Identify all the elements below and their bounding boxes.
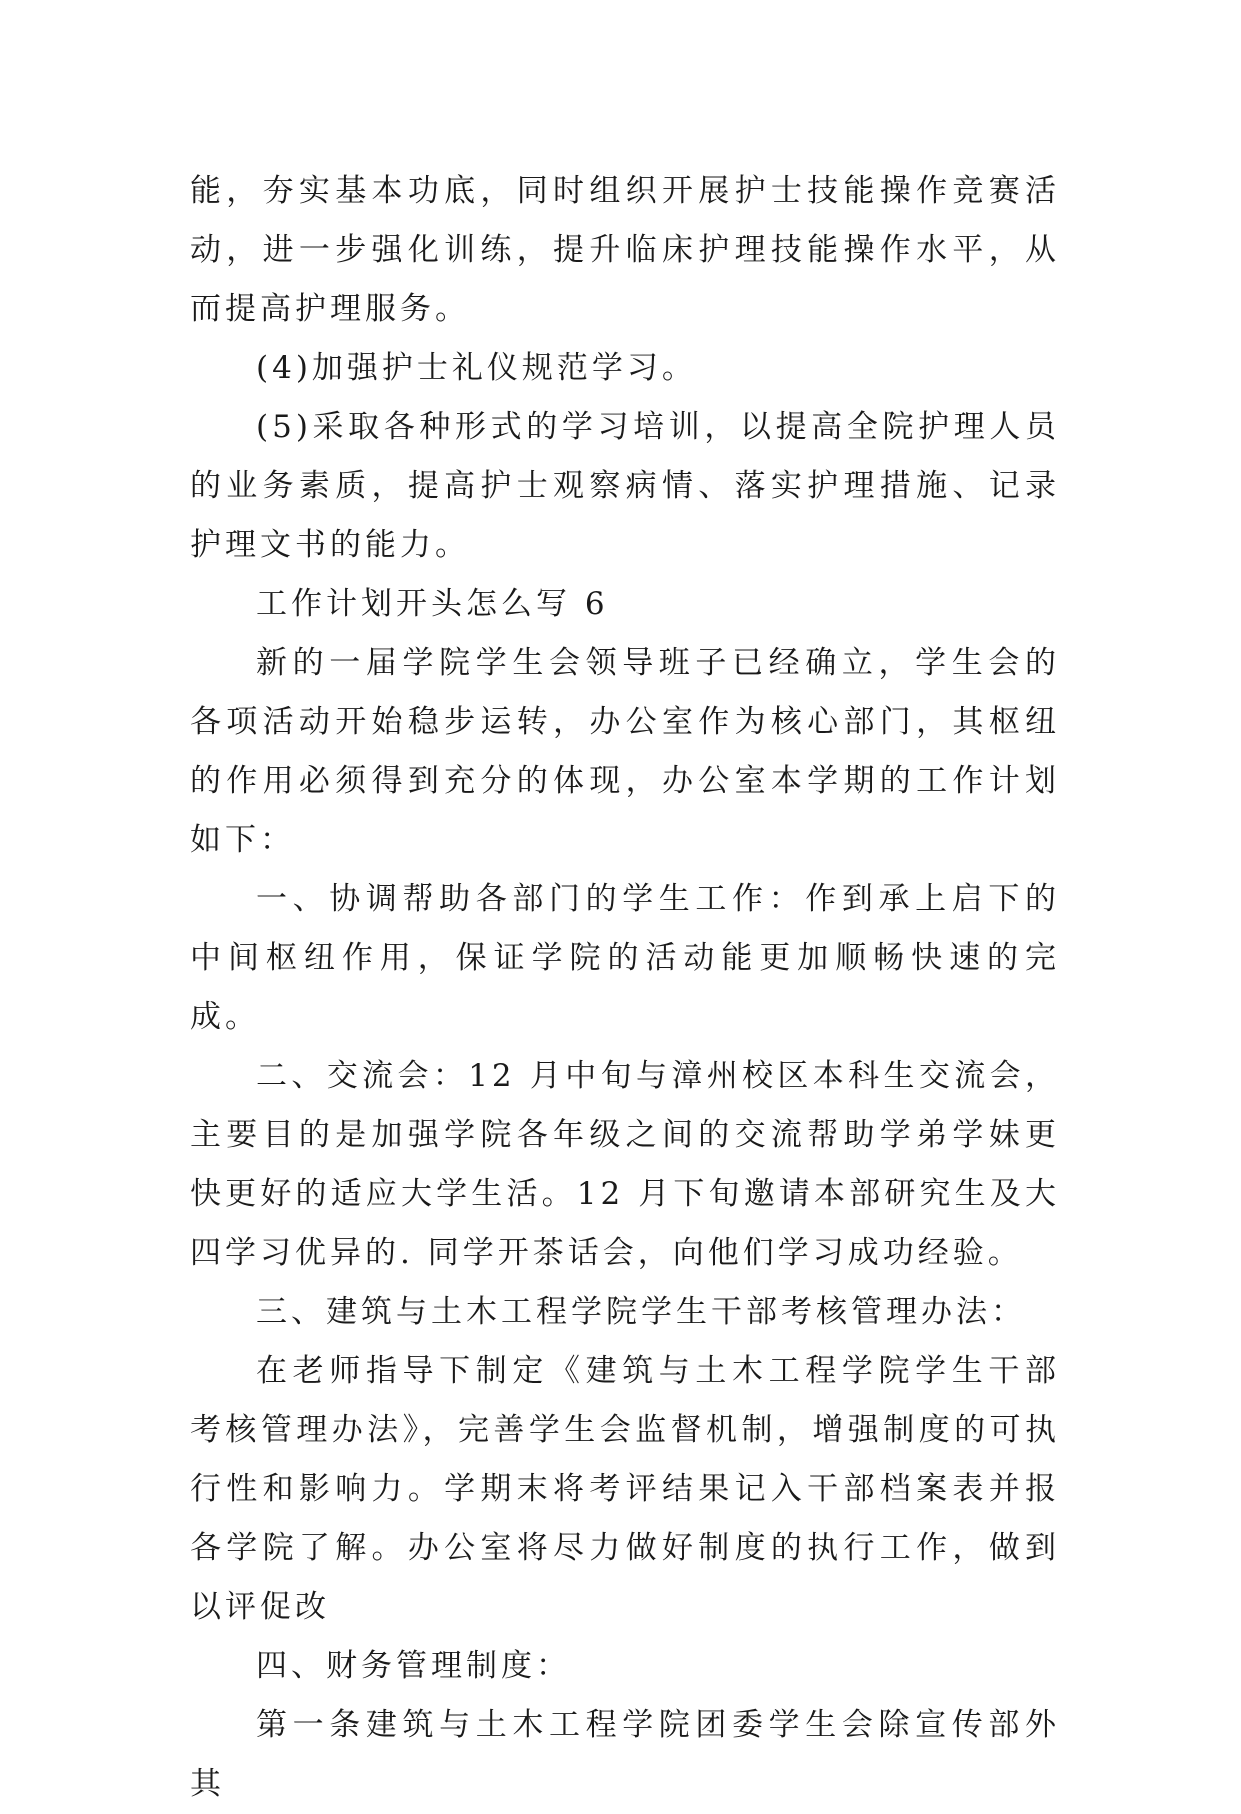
paragraph: 新的一届学院学生会领导班子已经确立，学生会的各项活动开始稳步运转，办公室作为核心部门，其枢纽的作用必须得到充分的体现，办公室本学期的工作计划如下：	[190, 645, 1060, 858]
paragraph: 二、交流会：12 月中旬与漳州校区本科生交流会，主要目的是加强学院各年级之间的交流帮助学弟学妹更快更好的适应大学生活。12 月下旬邀请本部研究生及大四学习优异的. 同学开茶话会，向他们学习成功经验。	[190, 1058, 1060, 1271]
paragraph: 能，夯实基本功底，同时组织开展护士技能操作竞赛活动，进一步强化训练，提升临床护理技能操作水平，从而提高护理服务。	[190, 173, 1060, 327]
section-heading: 工作计划开头怎么写 6	[256, 586, 609, 622]
paragraph: 在老师指导下制定《建筑与土木工程学院学生干部考核管理办法》，完善学生会监督机制，增强制度的可执行性和影响力。学期末将考评结果记入干部档案表并报各学院了解。办公室将尽力做好制度的执行工作，做到以评促改	[190, 1353, 1060, 1625]
paragraph: 第一条建筑与土木工程学院团委学生会除宣传部外其	[190, 1707, 1060, 1802]
paragraph: 一、协调帮助各部门的学生工作：作到承上启下的中间枢纽作用，保证学院的活动能更加顺畅快速的完成。	[190, 881, 1060, 1035]
document-body	[190, 162, 1060, 1814]
paragraph: 四、财务管理制度：	[256, 1648, 571, 1684]
paragraph: (5)采取各种形式的学习培训，以提高全院护理人员的业务素质，提高护士观察病情、落实护理措施、记录护理文书的能力。	[190, 409, 1060, 563]
paragraph: 三、建筑与土木工程学院学生干部考核管理办法：	[256, 1294, 1026, 1330]
paragraph: (4)加强护士礼仪规范学习。	[256, 350, 697, 386]
